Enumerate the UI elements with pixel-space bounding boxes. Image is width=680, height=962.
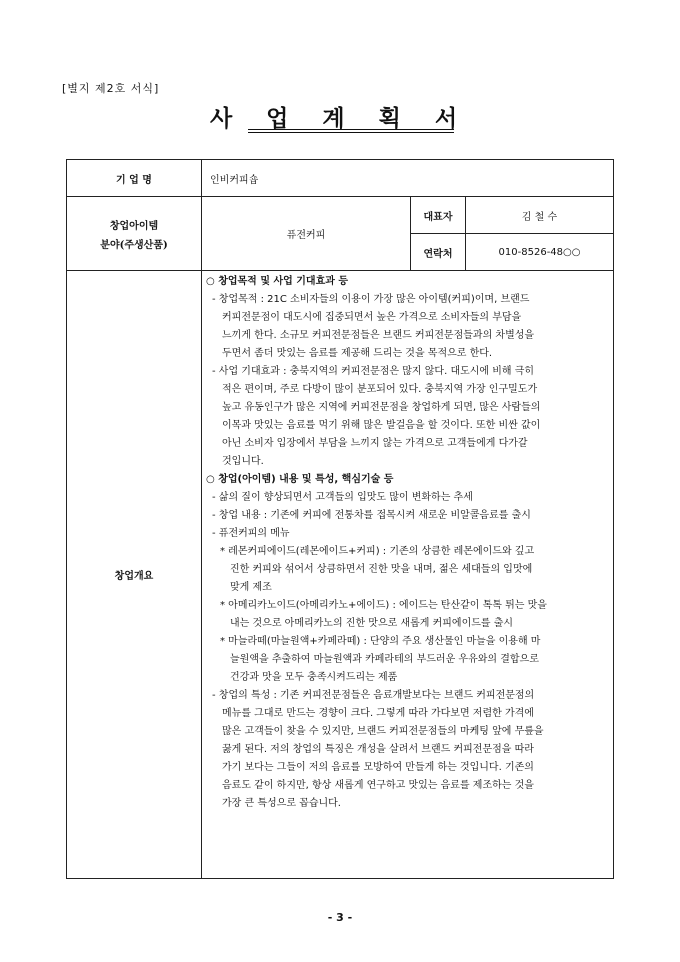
overview-content bbox=[202, 271, 614, 879]
title-underline-double bbox=[248, 132, 454, 133]
form-number: [별지 제2호 서식] bbox=[62, 82, 160, 95]
text-line: 많은 고객들이 찾을 수 있지만, 브랜드 커피전문점들의 마케팅 앞에 무릎을 bbox=[222, 726, 544, 737]
text-line: 것입니다. bbox=[222, 456, 264, 467]
text-line: 꿇게 된다. 저의 창업의 특징은 개성을 살려서 브랜드 커피전문점을 따라 bbox=[222, 744, 534, 755]
text-line: * 마늘라떼(마늘원액+카페라떼) : 단양의 주요 생산물인 마늘을 이용해 마 bbox=[220, 636, 541, 647]
contact-label: 연락처 bbox=[411, 234, 466, 271]
text-line: - 삶의 질이 향상되면서 고객들의 입맛도 많이 변화하는 추세 bbox=[212, 492, 473, 503]
idea-label bbox=[67, 197, 202, 271]
contact-value: 010-8526-48○○ bbox=[466, 234, 614, 271]
text-line: - 사업 기대효과 : 충북지역의 커피전문점은 많지 않다. 대도시에 비해 극히 bbox=[212, 366, 535, 377]
overview-lines bbox=[206, 273, 609, 813]
text-line: 메뉴를 그대로 만드는 경향이 크다. 그렇게 따라 가다보면 저렴한 가격에 bbox=[222, 708, 534, 719]
idea-label-line1: 창업아이템 bbox=[109, 220, 159, 232]
section-heading: ○ 창업목적 및 사업 기대효과 등 bbox=[206, 276, 349, 287]
overview-row bbox=[67, 271, 614, 879]
company-label: 기 업 명 bbox=[67, 160, 202, 197]
document-title: 사 업 계 획 서 bbox=[209, 105, 471, 132]
text-line: 이목과 맛있는 음료를 먹기 위해 많은 발걸음을 할 것이다. 또한 비싼 값이 bbox=[222, 420, 541, 431]
ceo-value: 김 철 수 bbox=[466, 197, 614, 234]
business-plan-table bbox=[66, 159, 614, 879]
text-line: * 아메리카노이드(아메리카노+에이드) : 에이드는 탄산같이 톡톡 튀는 맛을 bbox=[220, 600, 547, 611]
text-line: 내는 것으로 아메리카노의 진한 맛으로 새롭게 커피에이드를 출시 bbox=[230, 618, 514, 629]
text-line: 음료도 같이 하지만, 항상 새롭게 연구하고 맛있는 음료를 제조하는 것을 bbox=[222, 780, 534, 791]
section-heading: ○ 창업(아이템) 내용 및 특성, 핵심기술 등 bbox=[206, 474, 394, 485]
text-line: 가장 큰 특성으로 꼽습니다. bbox=[222, 798, 341, 809]
text-line: - 퓨전커피의 메뉴 bbox=[212, 528, 290, 539]
text-line: 적은 편이며, 주로 다방이 많이 분포되어 있다. 충북지역 가장 인구밀도가 bbox=[222, 384, 538, 395]
text-line: 진한 커피와 섞어서 상큼하면서 진한 맛을 내며, 젊은 세대들의 입맛에 bbox=[230, 564, 533, 575]
text-line: * 레몬커피에이드(레몬에이드+커피) : 기존의 상큼한 레몬에이드와 깊고 bbox=[220, 546, 535, 557]
text-line: 느끼게 한다. 소규모 커피전문점들은 브랜드 커피전문점들과의 차별성을 bbox=[222, 330, 535, 341]
overview-label: 창업개요 bbox=[67, 271, 202, 879]
text-line: 건강과 맛을 모두 충족시켜드리는 제품 bbox=[230, 672, 398, 683]
text-line: 맞게 제조 bbox=[230, 582, 272, 593]
company-row bbox=[67, 160, 614, 197]
page-number: - 3 - bbox=[327, 911, 353, 924]
text-line: 늘원액을 추출하여 마늘원액과 카페라테의 부드러운 우유와의 결합으로 bbox=[230, 654, 539, 665]
text-line: 아닌 소비자 입장에서 부담을 느끼지 않는 가격으로 고객들에게 다가갈 bbox=[222, 438, 528, 449]
idea-value: 퓨전커피 bbox=[202, 197, 411, 271]
ceo-label: 대표자 bbox=[411, 197, 466, 234]
idea-ceo-row bbox=[67, 197, 614, 234]
text-line: - 창업 내용 : 기존에 커피에 전통차를 접목시켜 새로운 비알콜음료를 출시 bbox=[212, 510, 531, 521]
text-line: 가기 보다는 그들이 저의 음료를 모방하여 만들게 하는 것입니다. 기존의 bbox=[222, 762, 534, 773]
text-line: - 창업목적 : 21C 소비자들의 이용이 가장 많은 아이템(커피)이며, 브랜드 bbox=[212, 294, 530, 305]
text-line: 높고 유동인구가 많은 지역에 커피전문점을 창업하게 되면, 많은 사람들의 bbox=[222, 402, 541, 413]
company-value: 인비커피숍 bbox=[202, 160, 614, 197]
text-line: 두면서 좀더 맛있는 음료를 제공해 드리는 것을 목적으로 한다. bbox=[222, 348, 493, 359]
text-line: - 창업의 특성 : 기존 커피전문점들은 음료개발보다는 브랜드 커피전문점의 bbox=[212, 690, 535, 701]
idea-label-line2: 분야(주생산품) bbox=[100, 239, 168, 251]
title-underline bbox=[248, 129, 454, 130]
text-line: 커피전문점이 대도시에 집중되면서 높은 가격으로 소비자들의 부담을 bbox=[222, 312, 522, 323]
